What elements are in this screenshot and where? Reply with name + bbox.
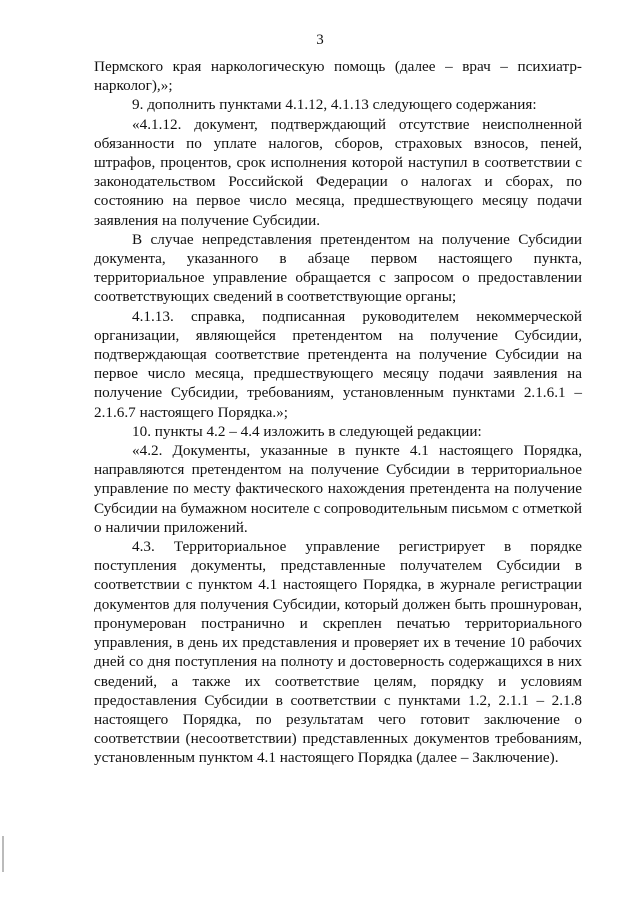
page-number: 3 (316, 32, 324, 48)
paragraph-4-1-13: 4.1.13. справка, подписанная руководителем некоммерческой организации, являющейся претендентом на получение Субсидии, подтверждающая соответствие претендента на получение Субсидии на первое число месяца, предшествующего месяцу подачи заявления на получение Субсидии, требованиям, установленным пунктами 2.1.6.1 – 2.1.6.7 настоящего Порядка.»; (94, 307, 582, 421)
scan-edge-mark (2, 836, 4, 872)
paragraph-4-3: 4.3. Территориальное управление регистрирует в порядке поступления документы, представленные получателем Субсидии в соответствии с пунктом 4.1 настоящего Порядка, в журнале регистрации документов для получения Субсидии, который должен быть прошнурован, пронумерован постранично и скреплен печатью территориального управления, в день их представления и проверяет их в течение 10 рабочих дней со дня поступления на полноту и достоверность содержащихся в них сведений, а также их соответствие целям, порядку и условиям предоставления Субсидии в соответствии с пунктами 1.2, 2.1.1 – 2.1.8 настоящего Порядка, по результатам чего готовит заключение о соответствии (несоответствии) представленных документов требованиям, установленным пунктом 4.1 настоящего Порядка (далее – Заключение). (94, 538, 582, 767)
paragraph-non-submission: В случае непредставления претендентом на получение Субсидии документа, указанного в абзаце первом настоящего пункта, территориальное управление обращается с запросом о предоставлении соответствующих сведений в соответствующие органы; (94, 230, 582, 306)
document-body (94, 57, 582, 768)
paragraph-4-2: «4.2. Документы, указанные в пункте 4.1 настоящего Порядка, направляются претендентом на получение Субсидии в территориальное управление по месту фактического нахождения претендента на получение Субсидии на бумажном носителе с сопроводительным письмом с отметкой о наличии приложений. (94, 442, 582, 536)
paragraph-item-10: 10. пункты 4.2 – 4.4 изложить в следующей редакции: (132, 422, 482, 440)
paragraph-item-9: 9. дополнить пунктами 4.1.12, 4.1.13 следующего содержания: (132, 96, 537, 114)
paragraph-continuation: Пермского края наркологическую помощь (далее – врач – психиатр-нарколог),»; (94, 58, 582, 95)
paragraph-4-1-12: «4.1.12. документ, подтверждающий отсутствие неисполненной обязанности по уплате налогов, сборов, страховых взносов, пеней, штрафов, процентов, срок исполнения которой наступил в соответствии с законодательством Российской Федерации о налогах и сборах, по состоянию на первое число месяца, предшествующего месяцу подачи заявления на получение Субсидии. (94, 115, 582, 229)
